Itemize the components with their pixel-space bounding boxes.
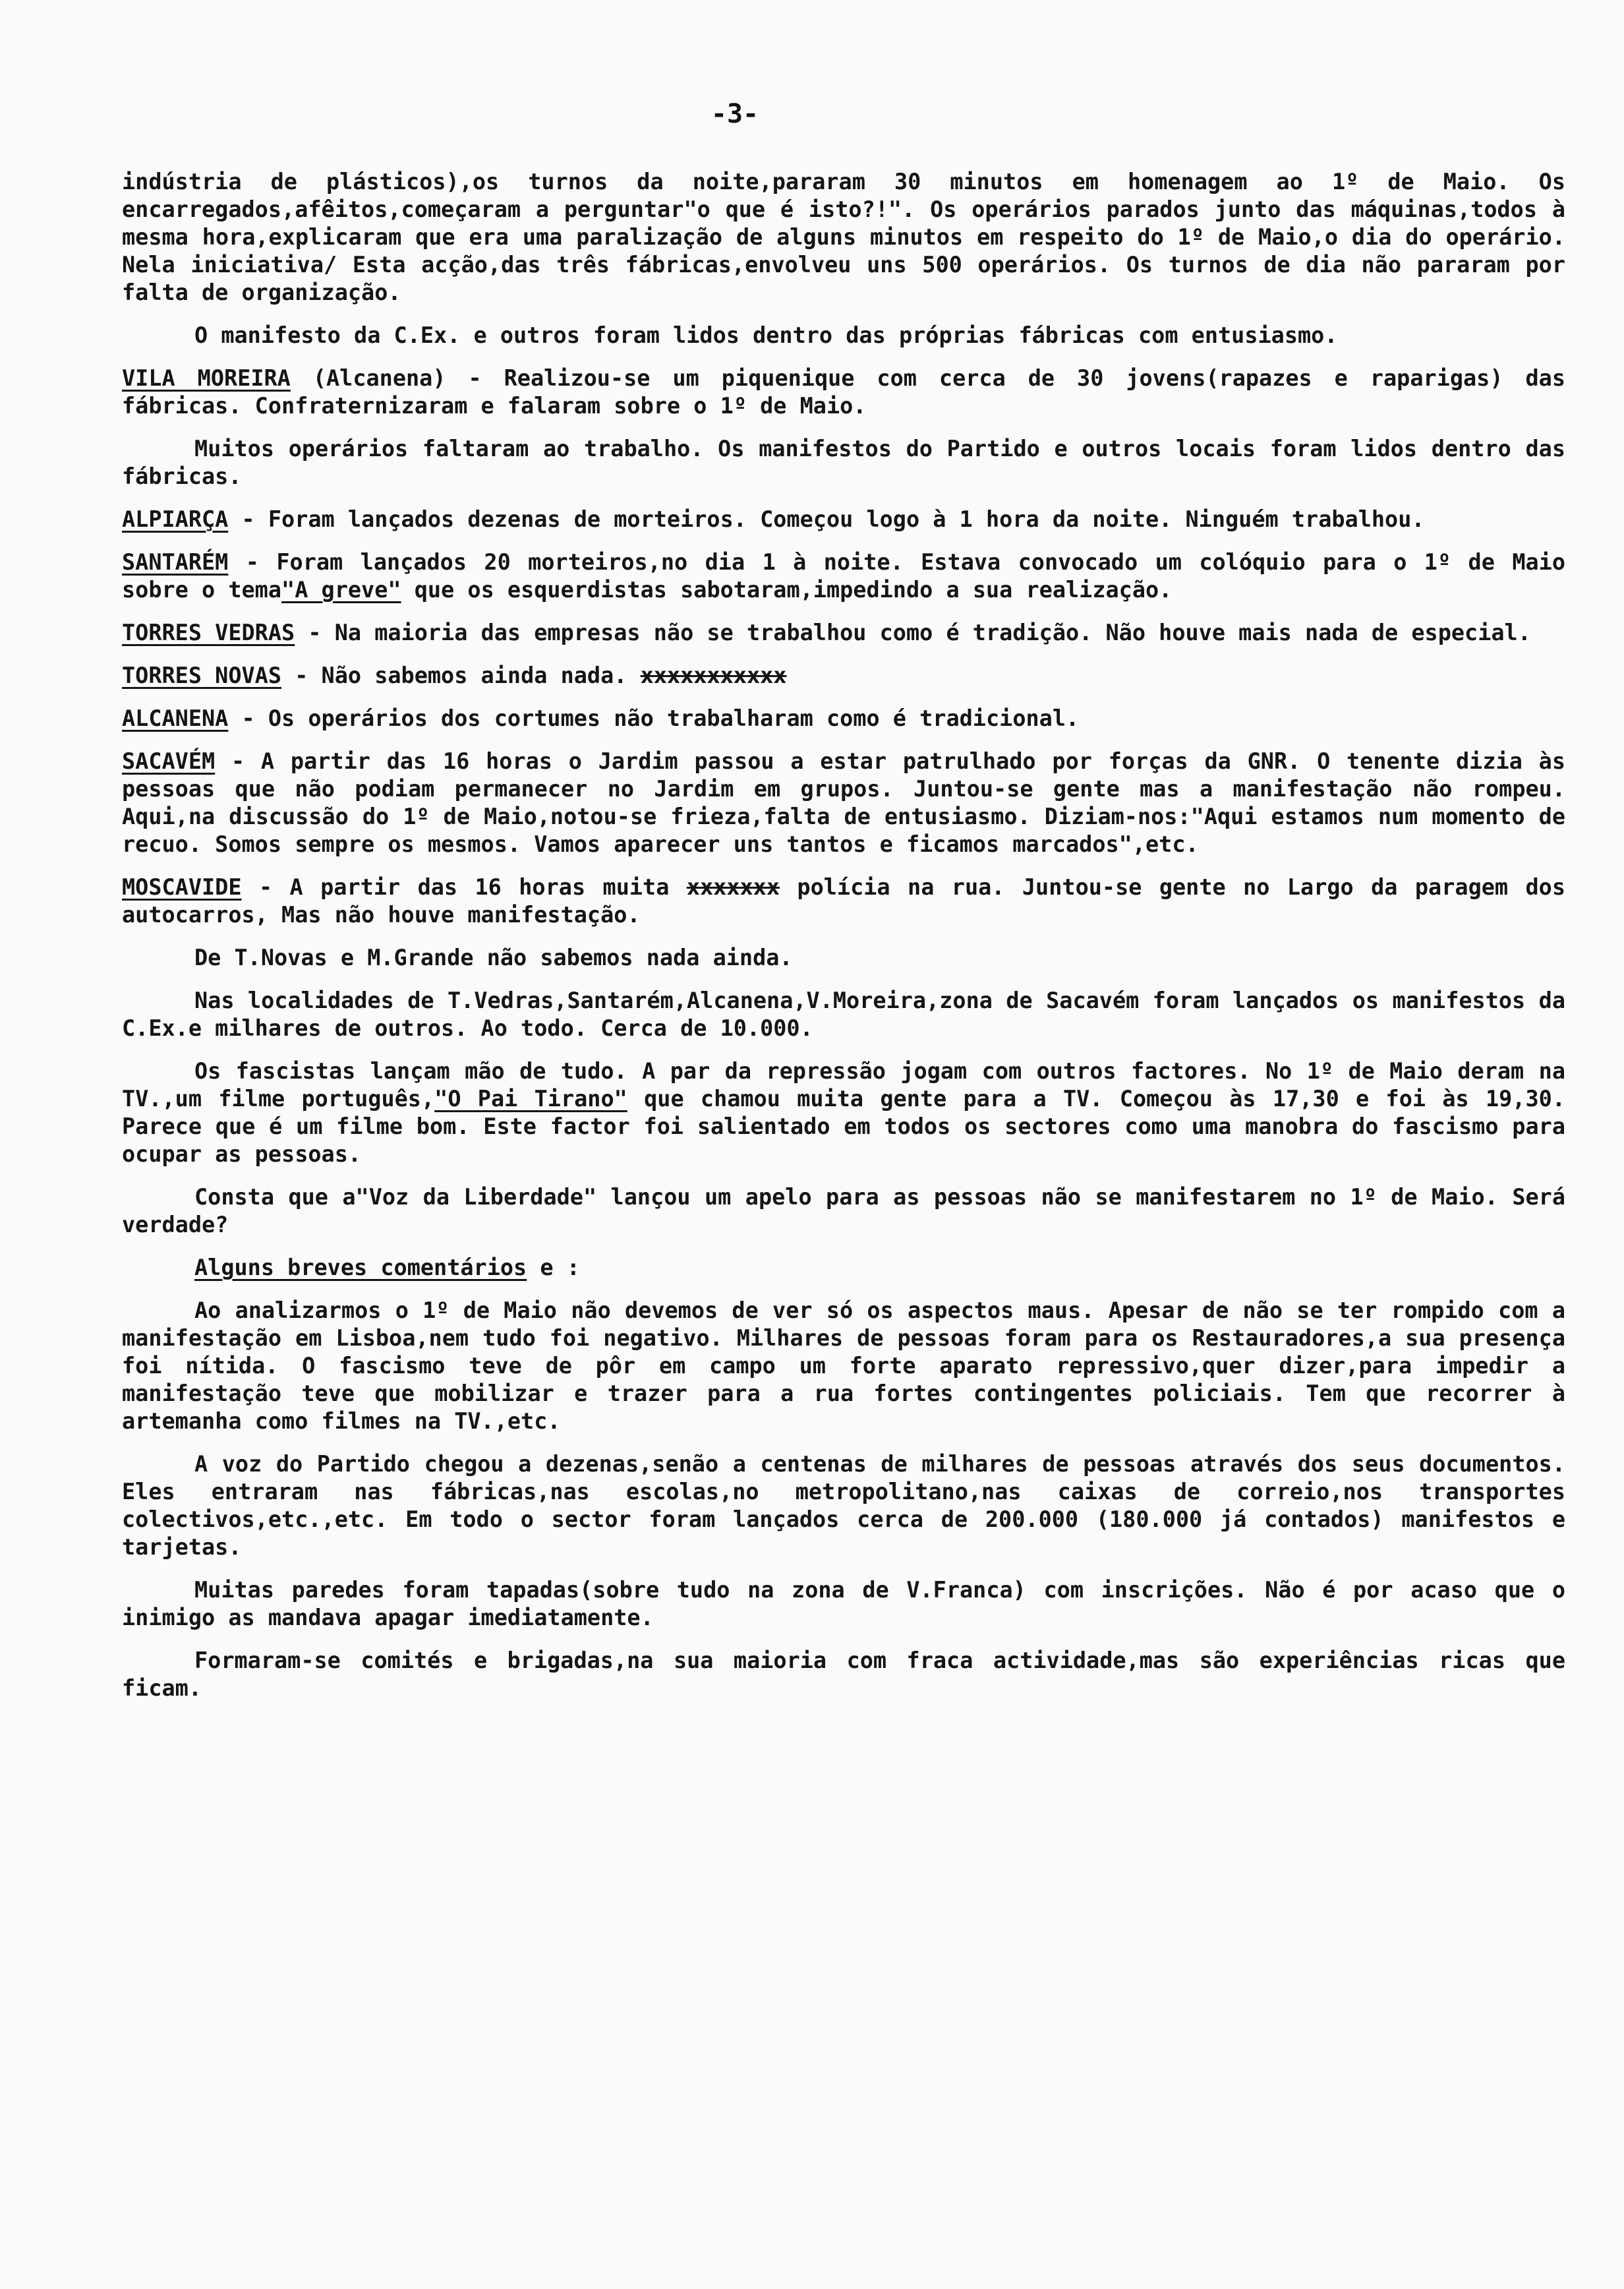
paragraph-fascists-film [122,1057,1565,1168]
paragraph-analysis: Ao analizarmos o 1º de Maio não devemos de ver só os aspectos maus. Apesar de não se ter rompido com a manifestação em Lisboa,nem tudo foi negativo. Milhares de pessoas foram para os Restauradores,a sua presença foi nítida. O fascismo teve de pôr em campo um forte aparato repressivo,quer dizer,para impedir a manifestação teve que mobilizar e trazer para a rua fortes contingentes policiais. Tem que recorrer à artemanha como filmes na TV.,etc. [122,1297,1565,1434]
place-name: SACAVÉM [122,748,216,774]
paragraph-text: Os fascistas lançam mão de tudo. A par da repressão jogam com outros factores. No 1º de Maio deram na TV.,um filme português, [122,1058,1565,1112]
film-title: "O Pai Tirano" [434,1086,627,1112]
place-name: ALPIARÇA [122,506,229,532]
struck-text: xxxxxxxxxxx [640,663,787,688]
paragraph-text: - A partir das 16 horas muita [241,874,687,900]
paragraph-text: - Os operários dos cortumes não trabalharam como é tradicional. [228,705,1080,731]
paragraph-voz-liberdade: Consta que a"Voz da Liberdade" lançou um apelo para as pessoas não se manifestarem no 1º de Maio. Será verdade? [122,1184,1565,1237]
paragraph-manifesto-read: O manifesto da C.Ex. e outros foram lidos dentro das próprias fábricas com entusiasmo. [194,322,1338,348]
paragraph-text: (Alcanena) - Realizou-se um piquenique com cerca de 30 jovens(rapazes e raparigas) das fábricas. Confraternizaram e falaram sobre o 1º de Maio. [122,365,1565,419]
place-name: MOSCAVIDE [122,874,242,900]
paragraph-alpiarca [122,506,1565,533]
paragraph-absences: Muitos operários faltaram ao trabalho. Os manifestos do Partido e outros locais foram lidos dentro das fábricas. [122,436,1565,489]
place-name: ALCANENA [122,705,229,731]
paragraph-committees: Formaram-se comités e brigadas,na sua maioria com fraca actividade,mas são experiências ricas que ficam. [122,1648,1565,1701]
paragraph-text: que os esquerdistas sabotaram,impedindo a sua realização. [401,577,1173,603]
colloquium-theme: "A greve" [281,577,401,603]
paragraph-text: - Foram lançados 20 morteiros,no dia 1 à noite. Estava convocado um colóquio para o 1º de Maio sobre o tema [122,549,1565,603]
paragraph-plastics: indústria de plásticos),os turnos da noite,pararam 30 minutos em homenagem ao 1º de Maio. Os encarregados,afêitos,começaram a perguntar"o que é isto?!". Os operários parados junto das máquinas,todos à mesma hora,explicaram que era uma paralização de alguns minutos em respeito do 1º de Maio,o dia do operário. Nela iniciativa/ Esta acção,das três fábricas,envolveu uns 500 operários. Os turnos de dia não pararam por falta de organização. [122,169,1565,305]
paragraph-manifestos-launched: Nas localidades de T.Vedras,Santarém,Alcanena,V.Moreira,zona de Sacavém foram lançados os manifestos da C.Ex.e milhares de outros. Ao todo. Cerca de 10.000. [122,988,1565,1041]
paragraph-torres-vedras [122,619,1565,647]
paragraph-text: - Na maioria das empresas não se trabalhou como é tradição. Não houve mais nada de especial. [295,620,1531,645]
place-name: VILA MOREIRA [122,365,291,391]
place-name: SANTARÉM [122,549,229,575]
paragraph-text: que chamou muita gente para a TV. Começou às 17,30 e foi às 19,30. Parece que é um filme bom. Este factor foi salientado em todos os sectores como uma manobra do fascismo para ocupar as pessoas. [122,1086,1565,1167]
paragraph-no-news: De T.Novas e M.Grande não sabemos nada ainda. [194,945,793,970]
paragraph-moscavide [122,874,1565,929]
paragraph-party-voice: A voz do Partido chegou a dezenas,senão a centenas de milhares de pessoas através dos seus documentos. Eles entraram nas fábricas,nas escolas,no metropolitano,nas caixas de correio,nos transportes colectivos,etc.,etc. Em todo o sector foram lançados cerca de 200.000 (180.000 já contados) manifestos e tarjetas. [122,1451,1565,1560]
paragraph-walls: Muitas paredes foram tapadas(sobre tudo na zona de V.Franca) com inscrições. Não é por acaso que o inimigo as mandava apagar imediatamente. [122,1577,1565,1630]
paragraph-text: - A partir das 16 horas o Jardim passou a estar patrulhado por forças da GNR. O tenente dizia às pessoas que não podiam permanecer no Jardim em grupos. Juntou-se gente mas a manifestação não rompeu. Aqui,na discussão do 1º de Maio,notou-se frieza,falta de entusiasmo. Diziam-nos:"Aqui estamos num momento de recuo. Somos sempre os mesmos. Vamos aparecer uns tantos e ficamos marcados",etc. [122,748,1565,857]
paragraph-text: - Foram lançados dezenas de morteiros. Começou logo à 1 hora da noite. Ninguém trabalhou. [228,506,1425,532]
place-name: TORRES NOVAS [122,663,282,688]
struck-text: xxxxxxx [686,874,780,900]
paragraph-text: polícia na rua. Juntou-se gente no Largo da paragem dos autocarros, Mas não houve manifestação. [122,874,1565,928]
paragraph-santarem [122,549,1565,604]
page-number: -3- [710,99,759,129]
paragraph-text: - Não sabemos ainda nada. [281,663,641,688]
document-body [122,168,1565,1717]
paragraph-torres-novas [122,662,1565,690]
paragraph-sacavem [122,748,1565,858]
heading-text: Alguns breves comentários [194,1255,527,1280]
paragraph-alcanena [122,705,1565,732]
section-heading [194,1254,1565,1282]
heading-suffix: e : [527,1255,580,1280]
paragraph-vila-moreira [122,365,1565,420]
place-name: TORRES VEDRAS [122,620,295,645]
